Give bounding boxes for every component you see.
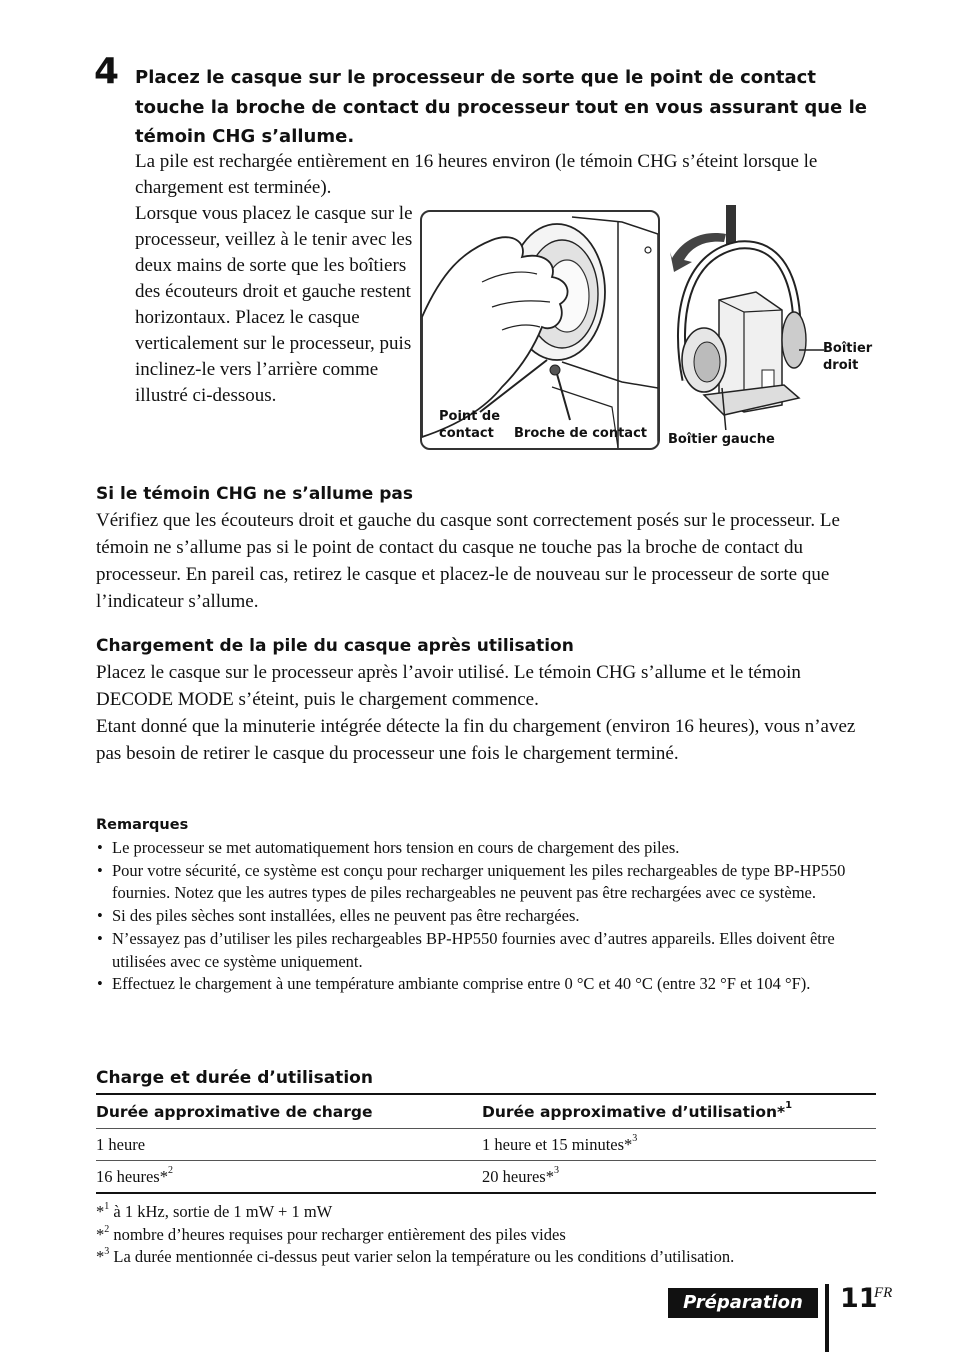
notes-heading: Remarques — [96, 817, 189, 833]
charge-usage-table — [96, 1093, 876, 1194]
page-language: FR — [874, 1285, 893, 1301]
page-divider-bar — [825, 1284, 829, 1352]
charging-paragraph-1: Placez le casque sur le processeur après l’avoir utilisé. Le témoin CHG s’allume et le témoin DECODE MODE s’éteint, puis le chargement commence. — [96, 662, 801, 710]
section-heading-charging: Chargement de la pile du casque après utilisation — [96, 636, 574, 656]
notes-list — [96, 837, 881, 996]
table-title: Charge et durée d’utilisation — [96, 1068, 373, 1088]
footnote-3: *$^3$ La durée mentionnée ci-dessus peut varier selon la température ou les conditions d’utilisation. — [96, 1245, 735, 1266]
table-header-charge: Durée approximative de charge — [96, 1102, 373, 1121]
section-body-charging — [96, 659, 876, 767]
illustration-headphone-processor — [664, 200, 834, 430]
section-heading-chg: Si le témoin CHG ne s’allume pas — [96, 484, 414, 504]
section-tab: Préparation — [668, 1288, 818, 1318]
label-boitier-droit: Boîtier droit — [823, 341, 873, 373]
label-broche-contact: Broche de contact — [514, 426, 648, 441]
charging-paragraph-2: Etant donné que la minuterie intégrée détecte la fin du chargement (environ 16 heures), vous n’avez pas besoin de retirer le casque du processeur une fois le chargement terminé. — [96, 716, 856, 764]
note-item: • N’essayez pas d’utiliser les piles rechargeables BP-HP550 fournies avec d’autres appareils. Elles doivent être utilisées avec ce système uniquement. — [96, 928, 881, 973]
headphone-processor-drawing — [664, 200, 834, 430]
illustration-hand-contact — [420, 210, 660, 450]
footnote-2: *$^2$ nombre d’heures requises pour recharger entièrement des piles vides — [96, 1223, 566, 1244]
section-body-chg: Vérifiez que les écouteurs droit et gauche du casque sont correctement posés sur le processeur. Le témoin ne s’allume pas si le point de contact du casque ne touche pas la broche de contact du processeur. En pareil cas, retirez le casque et placez-le de nouveau sur le processeur de sorte que l’indicateur s’allume. — [96, 510, 840, 612]
label-point-contact: Point de contact — [439, 409, 501, 441]
page-number: 11 — [840, 1283, 878, 1314]
label-boitier-gauche: Boîtier gauche — [668, 432, 775, 447]
table-cell: 1 heure — [96, 1134, 146, 1154]
note-item: • Si des piles sèches sont installées, elles ne peuvent pas être rechargées. — [96, 905, 881, 928]
table-cell: 16 heures*$^2$ — [96, 1165, 173, 1186]
table-header-row — [96, 1095, 876, 1128]
step-title: Placez le casque sur le processeur de sorte que le point de contact touche la broche de contact du processeur tout en vous assurant que le témoin CHG s’allume. — [135, 67, 867, 147]
note-item: • Effectuez le chargement à une température ambiante comprise entre 0 °C et 40 °C (entre 32 °F et 104 °F). — [96, 973, 881, 996]
table-row — [96, 1160, 876, 1192]
table-cell: 20 heures*$^3$ — [482, 1165, 559, 1186]
note-item: • Pour votre sécurité, ce système est conçu pour recharger uniquement les piles rechargeables de type BP-HP550 fournies. Notez que les autres types de piles rechargeables ne peuvent pas être rechargées avec ce système. — [96, 860, 881, 905]
step-body: La pile est rechargée entièrement en 16 heures environ (le témoin CHG s’éteint lorsque le chargement est terminée). — [135, 151, 818, 198]
note-item: • Le processeur se met automatiquement hors tension en cours de chargement des piles. — [96, 837, 881, 860]
table-header-usage: Durée approximative d’utilisation*$^1$ — [482, 1100, 793, 1121]
step-side-text: Lorsque vous placez le casque sur le processeur, veillez à le tenir avec les deux mains de sorte que les boîtiers des écouteurs droit et gauche restent horizontaux. Placez le casque verticalement sur le processeur, puis inclinez-le vers l’arrière comme illustré ci-dessous. — [135, 203, 413, 406]
table-row — [96, 1128, 876, 1160]
table-cell: 1 heure et 15 minutes*$^3$ — [482, 1133, 638, 1154]
footnote-1: *$^1$ à 1 kHz, sortie de 1 mW + 1 mW — [96, 1200, 333, 1221]
step-number: 4 — [94, 51, 120, 92]
